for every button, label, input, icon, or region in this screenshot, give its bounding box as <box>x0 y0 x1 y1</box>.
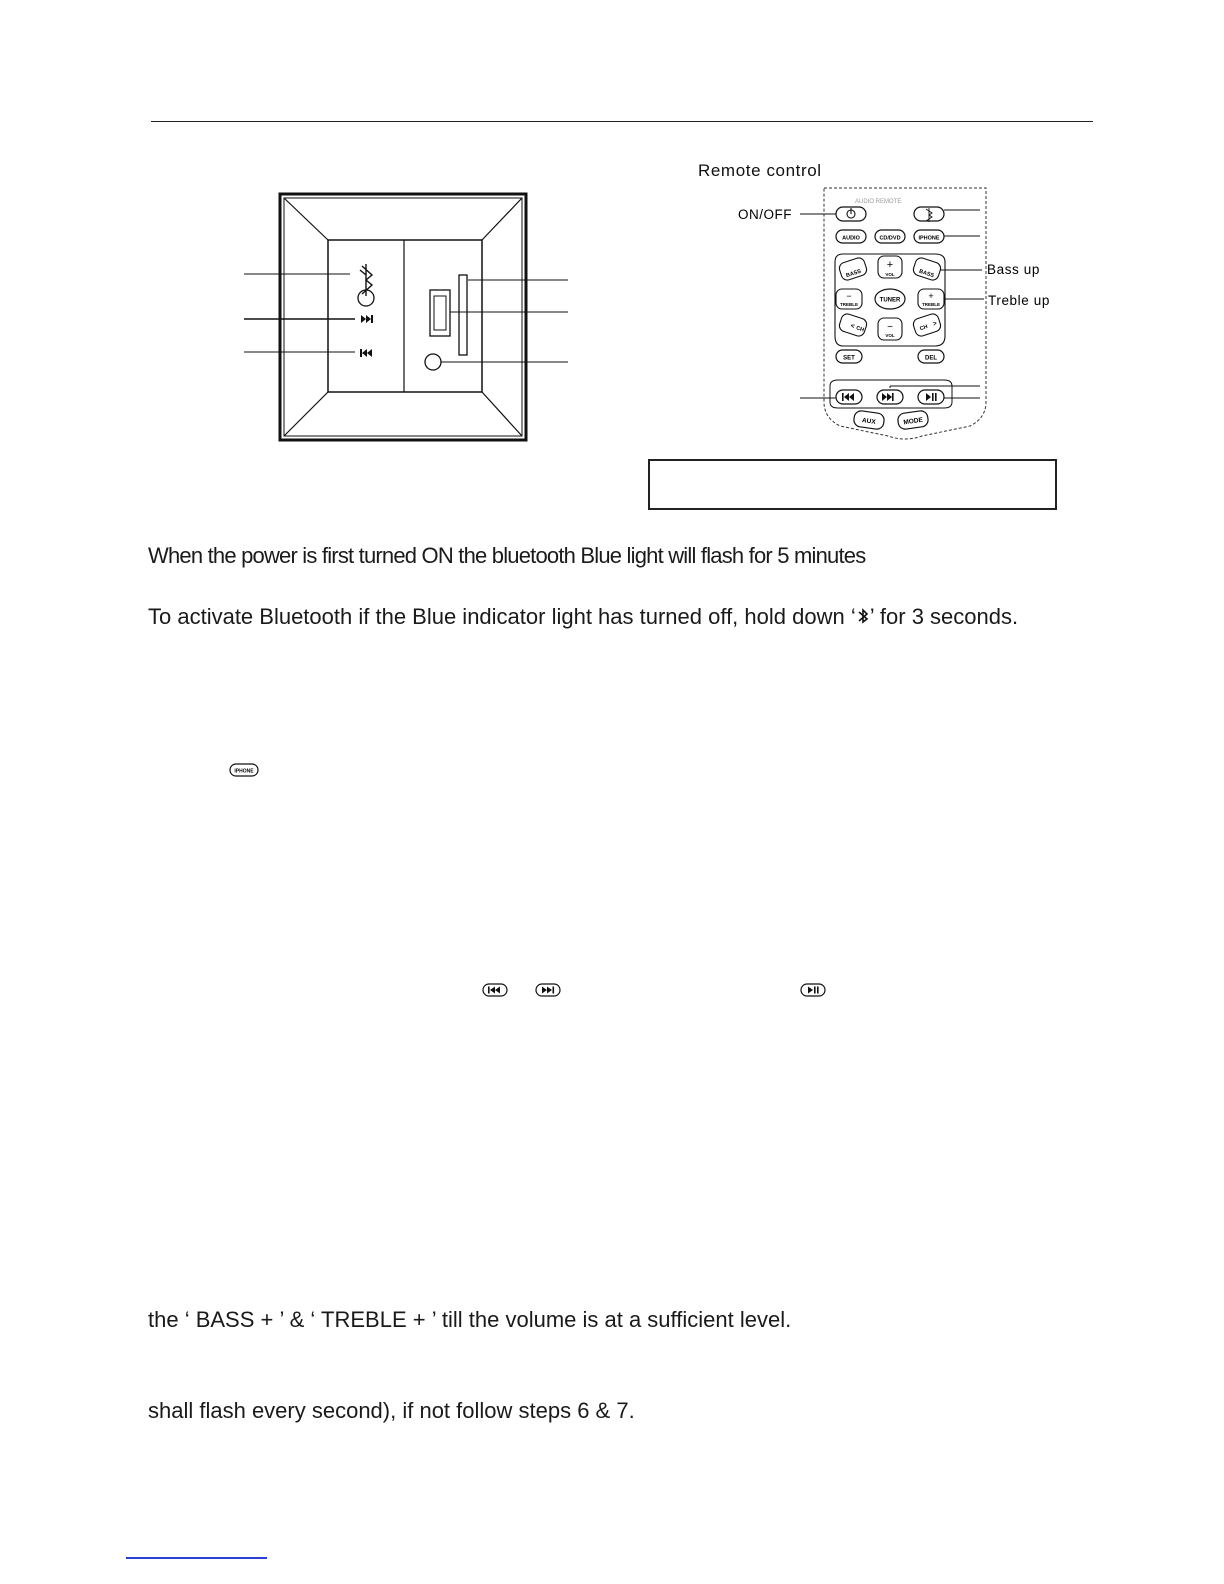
panel-sd-slot <box>459 275 467 355</box>
prev-button-icon <box>482 983 508 997</box>
panel-aux-jack <box>425 354 441 370</box>
text-line-power-on: When the power is first turned ON the bluetooth Blue light will flash for 5 minutes <box>148 543 866 568</box>
panel-prev-icon <box>360 349 372 357</box>
svg-text:VOL: VOL <box>885 333 895 338</box>
svg-text:+: + <box>928 291 934 301</box>
svg-text:−: − <box>887 322 893 333</box>
svg-text:BASS: BASS <box>845 268 862 280</box>
svg-text:IPHONE: IPHONE <box>918 235 940 242</box>
text-line-activate-bluetooth: To activate Bluetooth if the Blue indicator light has turned off, hold down ‘ ’ for 3 seconds. <box>148 604 1019 629</box>
svg-text:AUX: AUX <box>861 417 877 426</box>
svg-text:<: < <box>849 322 856 331</box>
svg-text:CH: CH <box>855 325 865 334</box>
remote-brand-text: AUDIO REMOTE <box>855 199 902 205</box>
wall-panel-diagram <box>240 180 580 450</box>
bass-up-label: Bass up <box>987 262 1040 277</box>
svg-text:VOL: VOL <box>885 272 895 277</box>
svg-text:TREBLE: TREBLE <box>922 302 940 307</box>
next-button-icon <box>535 983 561 997</box>
header-rule <box>151 121 1093 122</box>
remote-control-diagram <box>690 150 1090 450</box>
svg-text:BASS: BASS <box>918 268 935 280</box>
remote-ch-up-button <box>912 312 942 337</box>
svg-text:AUDIO: AUDIO <box>842 235 860 242</box>
svg-text:IPHONE: IPHONE <box>234 768 254 775</box>
svg-text:TUNER: TUNER <box>879 297 901 304</box>
panel-next-icon <box>361 315 373 323</box>
remote-bass-up-button <box>912 256 942 281</box>
iphone-button-icon <box>229 763 259 777</box>
panel-usb-port <box>430 290 450 336</box>
svg-text:MODE: MODE <box>903 416 924 427</box>
svg-text:TREBLE: TREBLE <box>840 302 858 307</box>
on-off-label: ON/OFF <box>738 207 792 222</box>
svg-text:+: + <box>886 259 894 271</box>
svg-text:>: > <box>932 320 938 328</box>
remote-control-title: Remote control <box>698 161 822 180</box>
remote-body <box>824 188 986 439</box>
footer-link-underline[interactable] <box>126 1557 267 1559</box>
bluetooth-icon <box>856 607 870 627</box>
svg-text:CD/DVD: CD/DVD <box>879 235 901 242</box>
text-line-flash-every-second: shall flash every second), if not follow steps 6 & 7. <box>148 1398 635 1423</box>
figure-caption-box <box>648 459 1057 510</box>
treble-up-label: Treble up <box>988 293 1050 308</box>
svg-text:DEL: DEL <box>925 355 937 362</box>
svg-text:CH: CH <box>919 324 929 333</box>
play-pause-button-icon <box>800 983 826 997</box>
svg-text:SET: SET <box>843 355 855 362</box>
text-line-bass-treble: the ‘ BASS + ’ & ‘ TREBLE + ’ till the volume is at a sufficient level. <box>148 1307 792 1332</box>
svg-text:−: − <box>846 291 852 301</box>
remote-bass-down-button <box>838 256 868 281</box>
